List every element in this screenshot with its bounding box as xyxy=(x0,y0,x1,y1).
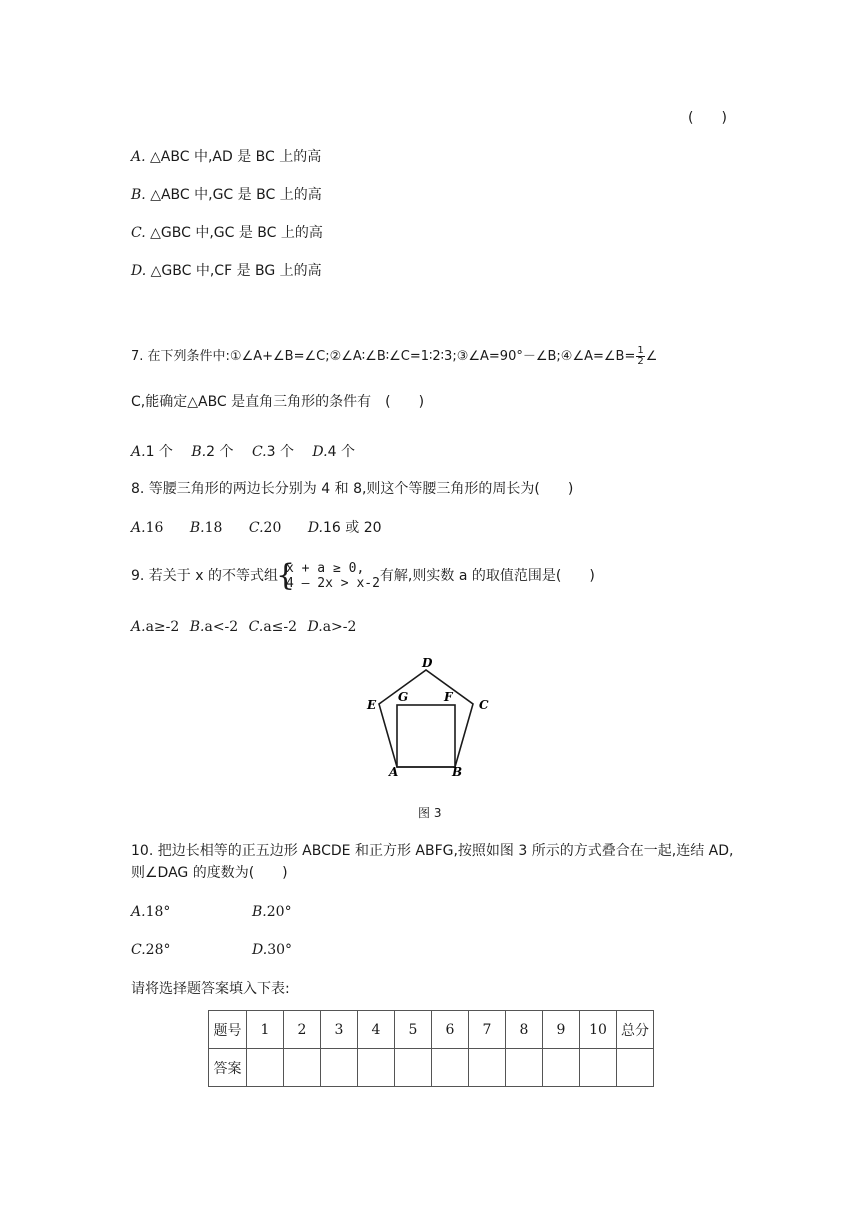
option-letter: B. xyxy=(131,187,146,203)
question-number-1: 1 xyxy=(247,1011,284,1049)
label-b: B xyxy=(452,765,463,779)
answer-instruction: 请将选择题答案填入下表: xyxy=(131,981,290,997)
option-text: 16 xyxy=(145,520,164,536)
option-text: 3 个 xyxy=(266,444,294,460)
fraction-one-half xyxy=(636,346,644,367)
option-text: 20° xyxy=(266,904,292,920)
question-number-10: 10 xyxy=(580,1011,617,1049)
option-text: △ABC 中,GC 是 BC 上的高 xyxy=(150,187,322,203)
option-text: 20 xyxy=(263,520,282,536)
question-number-5: 5 xyxy=(395,1011,432,1049)
option-letter: C. xyxy=(131,942,146,958)
q6-option-d xyxy=(131,262,322,280)
q9-stem-before: 9. 若关于 x 的不等式组 xyxy=(131,568,278,584)
question-number-3: 3 xyxy=(321,1011,358,1049)
q7-stem-text: 7. 在下列条件中:①∠A+∠B=∠C;②∠A∶∠B∶∠C=1∶2∶3;③∠A=90°－∠B;④∠A=∠B= xyxy=(131,349,636,364)
option-letter: A. xyxy=(131,619,146,635)
answer-cell-6[interactable] xyxy=(432,1049,469,1087)
option-letter: D. xyxy=(307,520,324,536)
question-number-2: 2 xyxy=(284,1011,321,1049)
answer-cell-4[interactable] xyxy=(358,1049,395,1087)
option-text: a≥-2 xyxy=(145,619,180,635)
option-text: 18 xyxy=(204,520,223,536)
option-text: a>-2 xyxy=(322,619,357,635)
answer-cell-8[interactable] xyxy=(506,1049,543,1087)
answer-cell-2[interactable] xyxy=(284,1049,321,1087)
square-abfg xyxy=(397,705,455,767)
option-letter: B. xyxy=(252,904,267,920)
option-letter: D. xyxy=(312,444,328,460)
answer-cell-1[interactable] xyxy=(247,1049,284,1087)
option-letter: C. xyxy=(251,444,267,460)
q9-stem xyxy=(131,560,595,592)
q7-stem-line1 xyxy=(131,346,657,368)
option-letter: B. xyxy=(189,520,205,536)
answer-cell-7[interactable] xyxy=(469,1049,506,1087)
left-brace-icon: { xyxy=(276,558,296,593)
option-letter: B. xyxy=(189,619,205,635)
option-letter: A. xyxy=(131,444,146,460)
inequality-system xyxy=(276,558,380,593)
q10-stem-line1: 10. 把边长相等的正五边形 ABCDE 和正方形 ABFG,按照如图 3 所示的方式叠合在一起,连结 AD, xyxy=(131,843,734,859)
option-text: 30° xyxy=(267,942,293,958)
option-text: △GBC 中,CF 是 BG 上的高 xyxy=(150,263,322,279)
answer-table-answer-row xyxy=(209,1049,654,1087)
answer-cell-10[interactable] xyxy=(580,1049,617,1087)
option-text: 16 或 20 xyxy=(323,520,382,536)
label-c: C xyxy=(479,698,489,712)
pentagon-abcde xyxy=(379,670,473,767)
label-g: G xyxy=(398,690,409,704)
question-number-9: 9 xyxy=(543,1011,580,1049)
q7-options xyxy=(131,443,355,461)
answer-cell-total[interactable] xyxy=(617,1049,654,1087)
label-a: A xyxy=(389,765,399,779)
q10-option-a xyxy=(131,903,170,921)
option-letter: C. xyxy=(248,520,264,536)
option-text: a≤-2 xyxy=(263,619,298,635)
q7-stem-angle: ∠ xyxy=(645,349,658,364)
q10-option-b xyxy=(252,903,292,921)
answer-table xyxy=(208,1010,654,1087)
q8-options xyxy=(131,519,382,537)
option-letter: D. xyxy=(307,619,323,635)
q10-option-c xyxy=(131,941,171,959)
option-letter: B. xyxy=(191,444,207,460)
inequality-1: x + a ≥ 0, xyxy=(286,561,365,576)
figure-pentagon-square xyxy=(355,652,505,782)
header-total-score: 总分 xyxy=(617,1011,654,1049)
option-text: 2 个 xyxy=(206,444,234,460)
answer-cell-5[interactable] xyxy=(395,1049,432,1087)
question-number-8: 8 xyxy=(506,1011,543,1049)
q10-stem-line2: 则∠DAG 的度数为( ) xyxy=(131,865,288,881)
q6-option-a xyxy=(131,148,321,166)
label-e: E xyxy=(367,698,377,712)
q6-option-b xyxy=(131,186,322,204)
option-text: 1 个 xyxy=(145,444,173,460)
answer-cell-9[interactable] xyxy=(543,1049,580,1087)
q9-stem-after: 有解,则实数 a 的取值范围是( ) xyxy=(379,568,595,584)
header-answer: 答案 xyxy=(209,1049,247,1087)
option-text: △GBC 中,GC 是 BC 上的高 xyxy=(150,225,323,241)
q6-answer-bracket: ( ) xyxy=(688,110,727,126)
answer-table-header-row xyxy=(209,1011,654,1049)
q10-option-d xyxy=(252,941,292,959)
option-text: 18° xyxy=(145,904,171,920)
option-text: 4 个 xyxy=(327,444,355,460)
question-number-6: 6 xyxy=(432,1011,469,1049)
question-number-7: 7 xyxy=(469,1011,506,1049)
question-number-4: 4 xyxy=(358,1011,395,1049)
option-letter: C. xyxy=(248,619,264,635)
option-text: 28° xyxy=(145,942,171,958)
option-letter: D. xyxy=(252,942,268,958)
option-letter: A. xyxy=(131,520,146,536)
option-text: △ABC 中,AD 是 BC 上的高 xyxy=(150,149,322,165)
figure-caption: 图 3 xyxy=(418,806,442,820)
label-d: D xyxy=(422,656,433,670)
q7-stem-line2: C,能确定△ABC 是直角三角形的条件有 ( ) xyxy=(131,394,425,410)
option-text: a<-2 xyxy=(204,619,239,635)
fraction-numerator: 1 xyxy=(637,345,644,356)
inequality-2: 4 – 2x > x-2 xyxy=(286,576,380,591)
q9-options xyxy=(131,618,356,636)
option-letter: D. xyxy=(131,263,147,279)
answer-cell-3[interactable] xyxy=(321,1049,358,1087)
option-letter: A. xyxy=(131,904,146,920)
q6-option-c xyxy=(131,224,323,242)
header-question-number: 题号 xyxy=(209,1011,247,1049)
fraction-denominator: 2 xyxy=(637,356,644,367)
q8-stem: 8. 等腰三角形的两边长分别为 4 和 8,则这个等腰三角形的周长为( ) xyxy=(131,481,574,497)
option-letter: A. xyxy=(131,149,146,165)
label-f: F xyxy=(444,690,453,704)
option-letter: C. xyxy=(131,225,146,241)
